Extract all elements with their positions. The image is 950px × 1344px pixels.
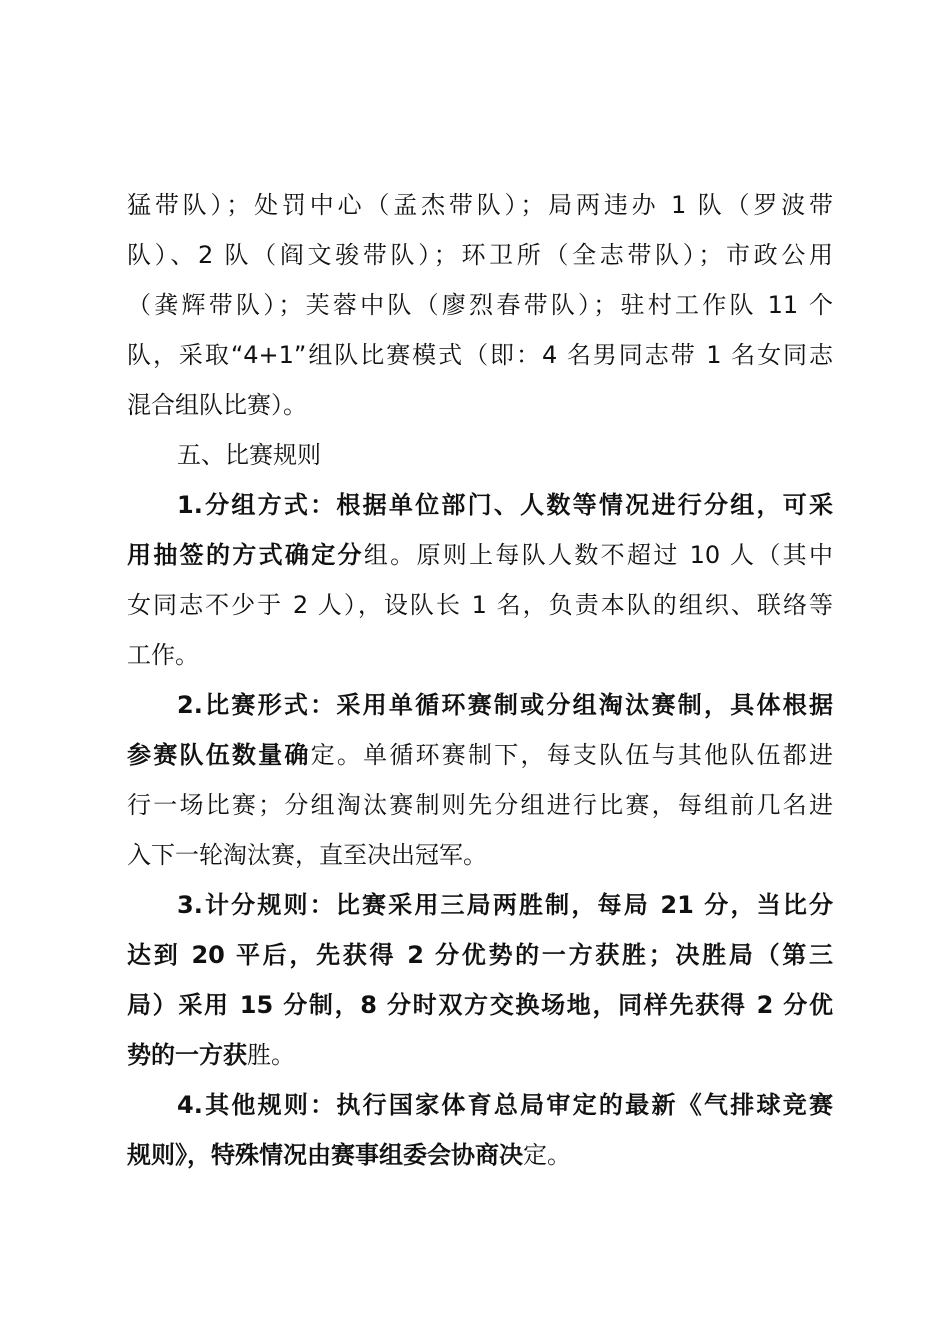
normal-text: 女同志不少于 2 人），设队长 1 名，负责本队的组织、联络等 [127,591,833,619]
rule-line [127,1130,833,1180]
rule-line [127,780,833,830]
rule-4 [127,1080,833,1180]
rule-2 [127,680,833,880]
bold-text: 规则》，特殊情况由赛事组委会协商决 [127,1141,523,1169]
rule-line [127,980,833,1030]
rule-line [127,730,833,780]
normal-text: 胜。 [247,1041,295,1069]
normal-text: 行一场比赛；分组淘汰赛制则先分组进行比赛，每组前几名进 [127,791,833,819]
bold-text: 1.分组方式：根据单位部门、人数等情况进行分组，可采 [177,491,833,519]
bold-text: 局）采用 15 分制，8 分时双方交换场地，同样先获得 2 分优 [127,991,833,1019]
normal-text: 组。原则上每队人数不超过 10 人（其中 [363,541,834,569]
rule-line [127,530,833,580]
rule-line [127,1030,833,1080]
bold-text: 势的一方获 [127,1041,247,1069]
document-page [127,180,833,1180]
paragraph-line: 队，采取“4+1”组队比赛模式（即：4 名男同志带 1 名女同志 [127,341,833,369]
rule-line [127,880,833,930]
rule-1 [127,480,833,680]
rule-line [127,830,833,880]
rule-3 [127,880,833,1080]
bold-text: 2.比赛形式：采用单循环赛制或分组淘汰赛制，具体根据 [177,691,833,719]
normal-text: 工作。 [127,641,199,669]
paragraph-line: 猛带队）；处罚中心（孟杰带队）；局两违办 1 队（罗波带 [127,191,833,219]
paragraph-line: 队）、2 队（阎文骏带队）；环卫所（全志带队）；市政公用 [127,241,833,269]
rule-line [127,680,833,730]
rule-line [127,630,833,680]
normal-text: 入下一轮淘汰赛，直至决出冠军。 [127,841,487,869]
rule-line [127,1080,833,1130]
paragraph-line: （龚辉带队）；芙蓉中队（廖烈春带队）；驻村工作队 11 个 [127,291,833,319]
continued-paragraph [127,180,833,430]
paragraph-line: 混合组队比赛）。 [127,391,307,419]
bold-text: 4.其他规则：执行国家体育总局审定的最新《气排球竞赛 [177,1091,833,1119]
bold-text: 达到 20 平后，先获得 2 分优势的一方获胜；决胜局（第三 [127,941,833,969]
bold-text: 参赛队伍数量确 [127,741,311,769]
normal-text: 定。单循环赛制下，每支队伍与其他队伍都进 [310,741,834,769]
rule-line [127,480,833,530]
normal-text: 定。 [523,1141,571,1169]
rule-line [127,580,833,630]
rule-line [127,930,833,980]
bold-text: 3.计分规则：比赛采用三局两胜制，每局 21 分，当比分 [177,891,833,919]
bold-text: 用抽签的方式确定分 [127,541,364,569]
section-heading: 五、比赛规则 [177,441,321,469]
